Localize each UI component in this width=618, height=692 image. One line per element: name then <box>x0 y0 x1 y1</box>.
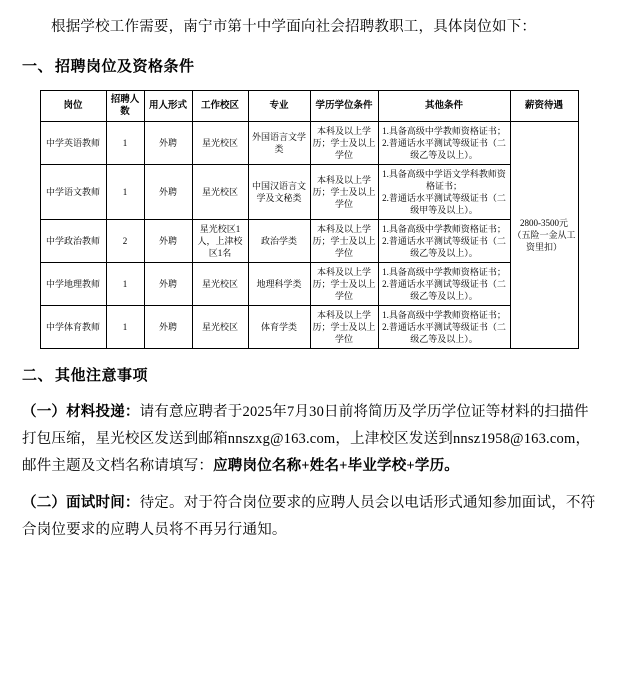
header-other: 其他条件 <box>378 91 510 122</box>
cell-position: 中学英语教师 <box>40 122 106 165</box>
cell-other: 1.具备高级中学语文学科教师资格证书； 2.普通话水平测试等级证书（二级甲等及以上）。 <box>378 165 510 220</box>
note-item <box>22 490 596 544</box>
cell-other: 1.具备高级中学教师资格证书； 2.普通话水平测试等级证书（二级乙等及以上）。 <box>378 263 510 306</box>
table-header-row <box>40 91 578 122</box>
header-count: 招聘人数 <box>106 91 144 122</box>
notes-section <box>22 399 596 544</box>
section-heading-2 <box>22 363 596 389</box>
cell-count: 1 <box>106 306 144 349</box>
cell-count: 1 <box>106 122 144 165</box>
cell-degree: 本科及以上学历；学士及以上学位 <box>310 220 378 263</box>
header-major: 专业 <box>248 91 310 122</box>
cell-position: 中学地理教师 <box>40 263 106 306</box>
cell-count: 1 <box>106 263 144 306</box>
note-item <box>22 399 596 480</box>
note-emphasis: 应聘岗位名称+姓名+毕业学校+学历。 <box>213 458 459 474</box>
cell-campus: 星光校区 <box>192 263 248 306</box>
cell-count: 2 <box>106 220 144 263</box>
cell-campus: 星光校区1人，上津校区1名 <box>192 220 248 263</box>
cell-other: 1.具备高级中学教师资格证书； 2.普通话水平测试等级证书（二级乙等及以上）。 <box>378 122 510 165</box>
intro-paragraph: 根据学校工作需要，南宁市第十中学面向社会招聘教职工，具体岗位如下： <box>51 19 537 35</box>
cell-major: 中国汉语言文学及文秘类 <box>248 165 310 220</box>
cell-form: 外聘 <box>144 306 192 349</box>
cell-degree: 本科及以上学历；学士及以上学位 <box>310 306 378 349</box>
cell-form: 外聘 <box>144 220 192 263</box>
cell-major: 地理科学类 <box>248 263 310 306</box>
cell-degree: 本科及以上学历；学士及以上学位 <box>310 122 378 165</box>
cell-major: 体育学类 <box>248 306 310 349</box>
note-label: （二）面试时间： <box>22 495 140 511</box>
cell-position: 中学政治教师 <box>40 220 106 263</box>
header-salary: 薪资待遇 <box>510 91 578 122</box>
cell-form: 外聘 <box>144 122 192 165</box>
table-row <box>40 263 578 306</box>
note-body: 请有意应聘者于2025年7月30日前将简历及学历学位证等材料的扫描件打包压缩，星光校区发送到邮箱nnszxg@163.com，上津校区发送到nnsz1958@163.com，邮件主题及文档名称请填写： <box>22 404 591 474</box>
note-label: （一）材料投递： <box>22 404 140 420</box>
cell-campus: 星光校区 <box>192 306 248 349</box>
table-row <box>40 306 578 349</box>
cell-other: 1.具备高级中学教师资格证书； 2.普通话水平测试等级证书（二级乙等及以上）。 <box>378 220 510 263</box>
cell-campus: 星光校区 <box>192 122 248 165</box>
section-2-title: 其他注意事项 <box>55 368 149 384</box>
section-1-index: 一、 <box>22 59 54 75</box>
section-1-title: 招聘岗位及资格条件 <box>55 59 195 75</box>
header-form: 用人形式 <box>144 91 192 122</box>
cell-campus: 星光校区 <box>192 165 248 220</box>
table-row <box>40 122 578 165</box>
table-row <box>40 165 578 220</box>
note-body: 待定。对于符合岗位要求的应聘人员会以电话形式通知参加面试，不符合岗位要求的应聘人员将不再另行通知。 <box>22 495 596 538</box>
cell-count: 1 <box>106 165 144 220</box>
section-2-index: 二、 <box>22 368 54 384</box>
header-campus: 工作校区 <box>192 91 248 122</box>
cell-salary: 2800-3500元（五险一金从工资里扣） <box>510 122 578 349</box>
cell-major: 外国语言文学类 <box>248 122 310 165</box>
header-degree: 学历学位条件 <box>310 91 378 122</box>
cell-form: 外聘 <box>144 165 192 220</box>
cell-position: 中学语文教师 <box>40 165 106 220</box>
cell-degree: 本科及以上学历；学士及以上学位 <box>310 165 378 220</box>
cell-other: 1.具备高级中学教师资格证书； 2.普通话水平测试等级证书（二级乙等及以上）。 <box>378 306 510 349</box>
cell-major: 政治学类 <box>248 220 310 263</box>
recruitment-table <box>40 90 579 349</box>
cell-degree: 本科及以上学历；学士及以上学位 <box>310 263 378 306</box>
header-position: 岗位 <box>40 91 106 122</box>
cell-form: 外聘 <box>144 263 192 306</box>
table-row <box>40 220 578 263</box>
cell-position: 中学体育教师 <box>40 306 106 349</box>
section-heading-1 <box>22 54 596 80</box>
